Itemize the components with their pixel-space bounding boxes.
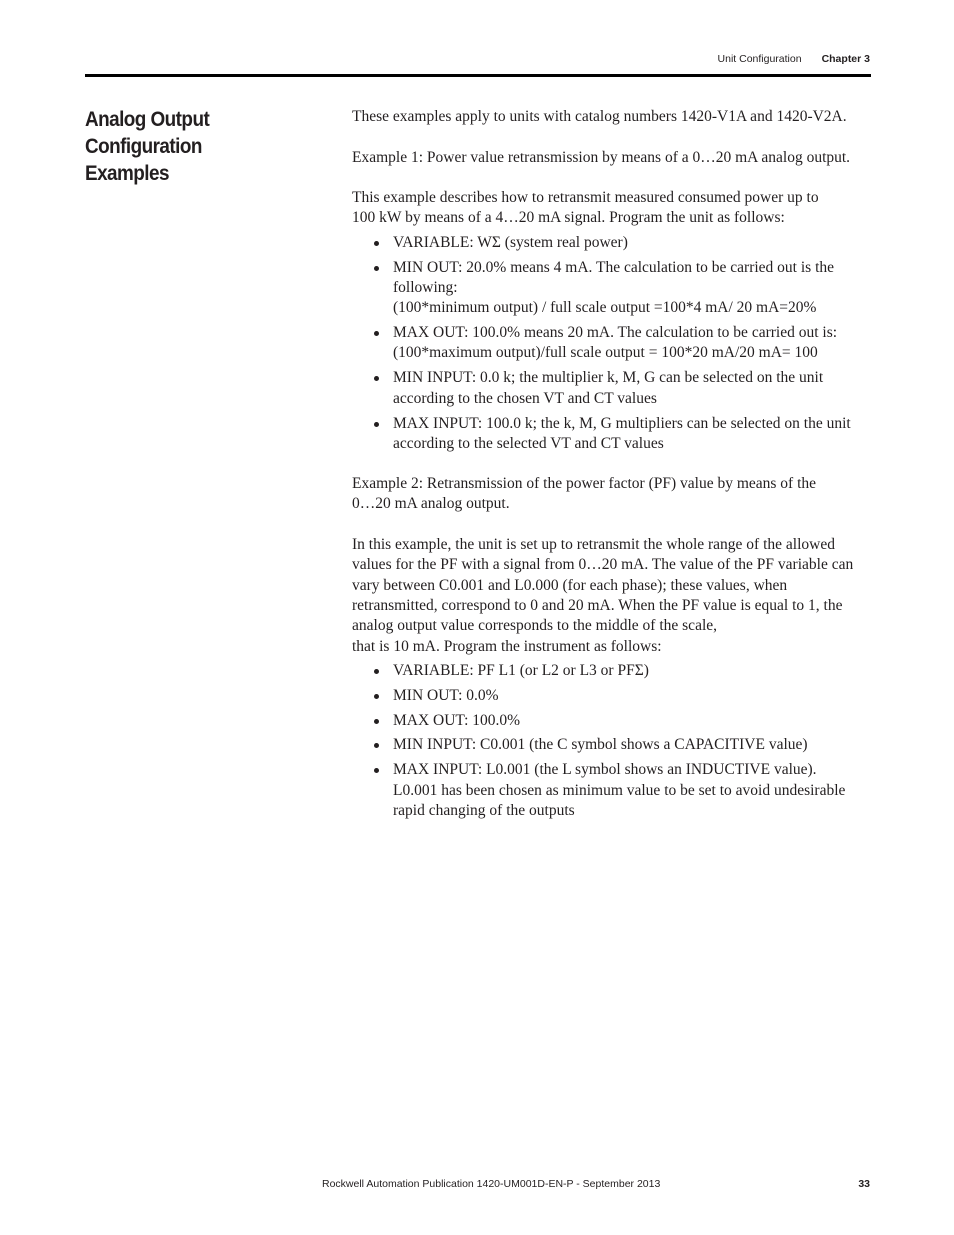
text-line: MIN INPUT: 0.0 k; the multiplier k, M, G can be selected on the unit — [393, 369, 824, 387]
text-line: according to the selected VT and CT values — [393, 434, 664, 452]
text-line: vary between C0.001 and L0.000 (for each phase); these values, when — [352, 576, 788, 594]
text-line: Example 2: Retransmission of the power factor (PF) value by means of the — [352, 475, 817, 493]
list-item — [352, 661, 872, 681]
list-item — [352, 258, 872, 319]
list-item — [352, 323, 872, 364]
list-item — [352, 735, 872, 755]
text-line: MIN OUT: 0.0% — [393, 686, 499, 704]
page-number: 33 — [858, 1178, 870, 1190]
text-line: VARIABLE: WΣ (system real power) — [393, 233, 628, 251]
page-header — [718, 53, 870, 65]
list-item — [352, 760, 872, 821]
section-title-line: Analog Output Configuration — [85, 108, 210, 158]
intro-paragraph: These examples apply to units with catalog numbers 1420-V1A and 1420-V2A. — [352, 108, 847, 125]
text-line: MAX OUT: 100.0% — [393, 711, 521, 729]
header-chapter: Chapter 3 — [821, 53, 870, 65]
bullet-icon — [374, 694, 379, 699]
list-item — [352, 414, 872, 455]
list-item — [352, 711, 872, 731]
text-line: MAX OUT: 100.0% means 20 mA. The calculation to be carried out is: — [393, 324, 838, 342]
text-line: VARIABLE: PF L1 (or L2 or L3 or PFΣ) — [393, 661, 649, 679]
text-line: following: — [393, 278, 458, 296]
example1-list — [352, 233, 872, 454]
example2-list — [352, 661, 872, 821]
section-title-line: Examples — [85, 162, 169, 185]
text-line: analog output value corresponds to the middle of the scale, — [352, 617, 718, 635]
bullet-icon — [374, 743, 379, 748]
text-line: that is 10 mA. Program the instrument as follows: — [352, 637, 662, 655]
text-line: In this example, the unit is set up to retransmit the whole range of the allowed — [352, 536, 835, 554]
text-line: MIN OUT: 20.0% means 4 mA. The calculation to be carried out is the — [393, 258, 835, 276]
header-rule — [85, 74, 871, 77]
bullet-icon — [374, 241, 379, 246]
example2-description — [352, 535, 872, 657]
text-line: MIN INPUT: C0.001 (the C symbol shows a CAPACITIVE value) — [393, 736, 808, 754]
text-line: MAX INPUT: L0.001 (the L symbol shows an INDUCTIVE value). — [393, 761, 817, 779]
header-section: Unit Configuration — [717, 53, 802, 65]
text-line: 0…20 mA analog output. — [352, 495, 510, 513]
list-item — [352, 686, 872, 706]
text-line: (100*maximum output)/full scale output = 100*20 mA/20 mA= 100 — [393, 344, 818, 362]
text-line: values for the PF with a signal from 0…20 mA. The value of the PF variable can — [352, 556, 854, 574]
example2-heading — [352, 474, 872, 515]
bullet-icon — [374, 768, 379, 773]
body-text — [352, 107, 872, 841]
text-line: rapid changing of the outputs — [393, 801, 575, 819]
text-line: This example describes how to retransmit measured consumed power up to — [352, 189, 819, 207]
list-item — [352, 368, 872, 409]
text-line: L0.001 has been chosen as minimum value to be set to avoid undesirable — [393, 781, 846, 799]
bullet-icon — [374, 266, 379, 271]
example1-heading: Example 1: Power value retransmission by means of a 0…20 mA analog output. — [352, 148, 851, 166]
bullet-icon — [374, 331, 379, 336]
text-line: 100 kW by means of a 4…20 mA signal. Program the unit as follows: — [352, 209, 785, 227]
bullet-icon — [374, 376, 379, 381]
bullet-icon — [374, 422, 379, 427]
list-item — [352, 233, 872, 253]
text-line: MAX INPUT: 100.0 k; the k, M, G multipliers can be selected on the unit — [393, 414, 851, 432]
bullet-icon — [374, 669, 379, 674]
text-line: retransmitted, correspond to 0 and 20 mA. When the PF value is equal to 1, the — [352, 596, 843, 614]
text-line: (100*minimum output) / full scale output =100*4 mA/ 20 mA=20% — [393, 299, 817, 317]
section-title — [85, 106, 319, 187]
example1-description — [352, 188, 872, 229]
text-line: according to the chosen VT and CT values — [393, 389, 657, 407]
bullet-icon — [374, 719, 379, 724]
publication-info: Rockwell Automation Publication 1420-UM001D-EN-P - September 2013 — [322, 1178, 661, 1190]
